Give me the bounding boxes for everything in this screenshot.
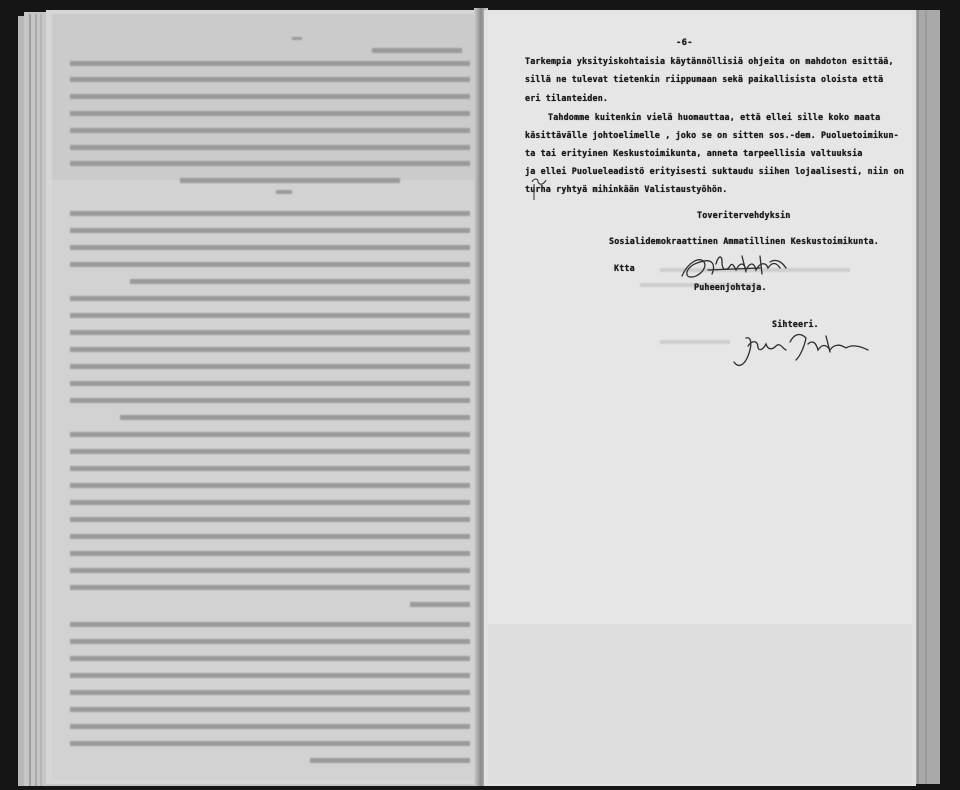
organization-name: Sosialidemokraattinen Ammatillinen Keskustoimikunta. [609,236,879,246]
paragraph2-line-2: käsittävälle johtoelimelle , joko se on sitten sos.-dem. Puoluetoimikun- [525,130,899,140]
page-number: -6- [676,38,693,48]
paragraph2-line-4: ja ellei Puolueleadistö erityisesti suktaudu siihen lojaalisesti, niin on [525,166,905,176]
paragraph2-line-3: ta tai erityinen Keskustoimikunta, anneta tarpeellisia valtuuksia [525,148,863,158]
on-behalf-abbreviation: Ktta [614,263,635,273]
paragraph1-line-2: sillä ne tulevat tietenkin riippumaan sekä paikallisista oloista että [525,74,884,84]
paragraph1-line-3: eri tilanteiden. [525,93,609,103]
closing-greeting: Toveritervehdyksin [697,210,791,220]
chair-title: Puheenjohtaja. [694,282,767,292]
secretary-title: Sihteeri. [772,319,819,329]
paragraph2-line-1: Tahdomme kuitenkin vielä huomauttaa, että ellei sille koko maata [548,112,881,122]
paragraph1-line-1: Tarkempia yksityiskohtaisia käytännöllisiä ohjeita on mahdoton esittää, [525,56,894,66]
paragraph2-line-5: turha ryhtyä mihinkään Valistaustyöhön. [525,184,728,194]
